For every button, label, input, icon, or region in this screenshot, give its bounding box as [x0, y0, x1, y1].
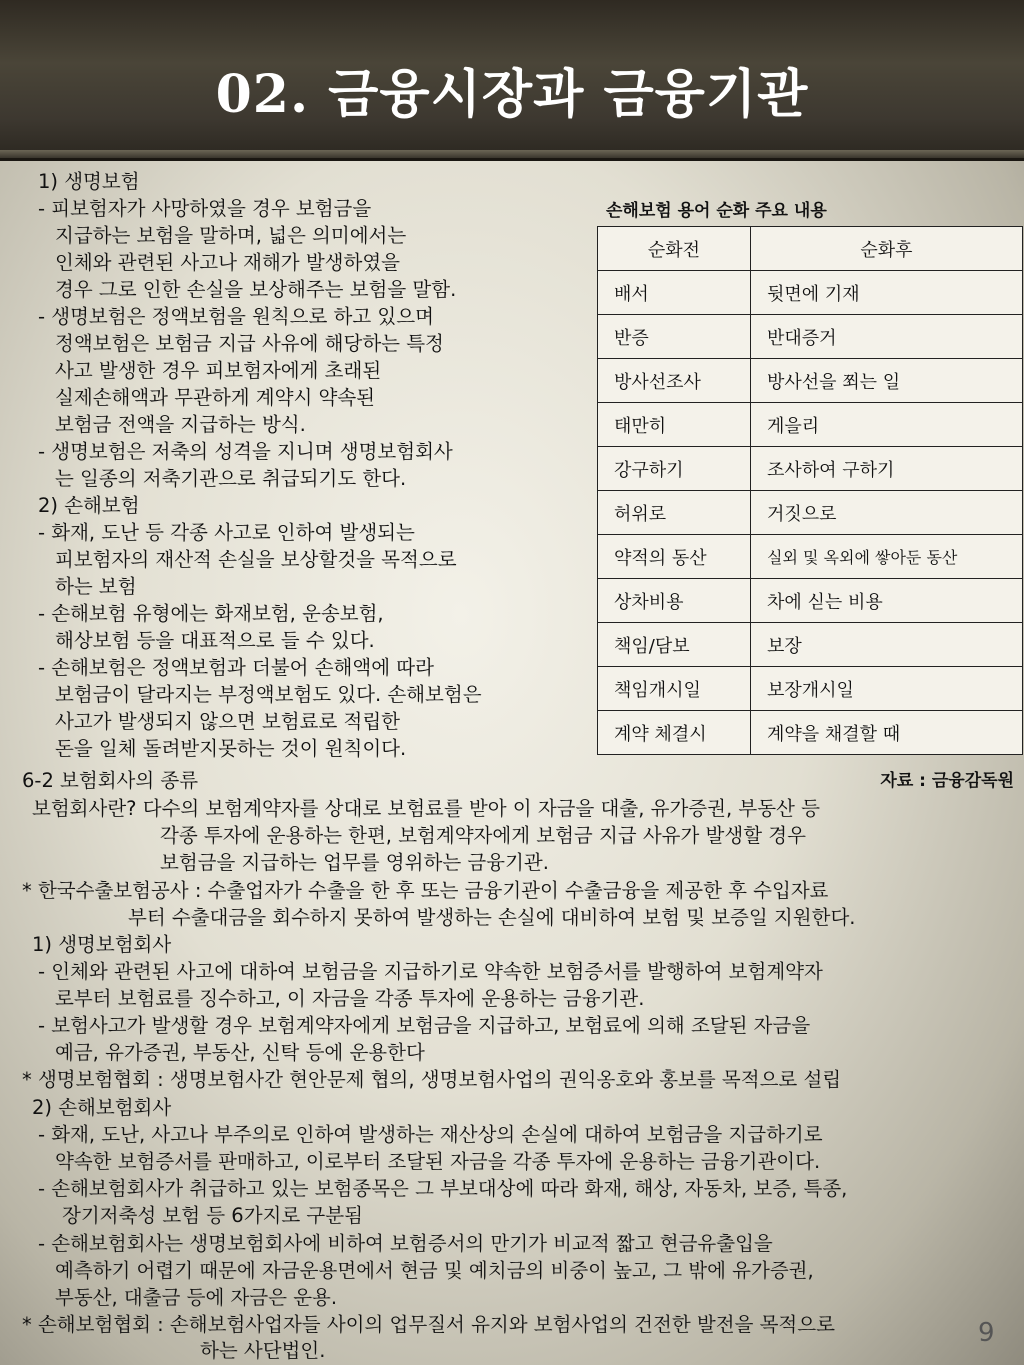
body-text-line: * 손해보험협회 : 손해보험사업자들 사이의 업무질서 유지와 보험사업의 건전한 발전을 목적으로: [22, 1313, 835, 1336]
table-row: [598, 447, 1023, 491]
left-text-line: 사고 발생한 경우 피보험자에게 초래된: [55, 359, 382, 382]
term-before: 책임개시일: [598, 667, 751, 711]
left-text-line: 지급하는 보험을 말하며, 넓은 의미에서는: [55, 224, 407, 247]
body-text-line: - 보험사고가 발생할 경우 보험계약자에게 보험금을 지급하고, 보험료에 의해 조달된 자금을: [38, 1014, 811, 1037]
table-row: [598, 579, 1023, 623]
left-text-line: 1) 생명보험: [38, 170, 140, 193]
left-text-line: - 화재, 도난 등 각종 사고로 인하여 발생되는: [38, 521, 415, 544]
left-text-line: - 손해보험은 정액보험과 더불어 손해액에 따라: [38, 656, 434, 679]
body-text-line: 각종 투자에 운용하는 한편, 보험계약자에게 보험금 지급 사유가 발생할 경우: [160, 824, 806, 847]
left-text-line: 정액보험은 보험금 지급 사유에 해당하는 특정: [55, 332, 444, 355]
terms-table: [597, 226, 1023, 755]
left-text-line: 인체와 관련된 사고나 재해가 발생하였을: [55, 251, 401, 274]
body-text-line: - 손해보험회사가 취급하고 있는 보험종목은 그 부보대상에 따라 화재, 해상, 자동차, 보증, 특종,: [38, 1177, 848, 1200]
term-before: 약적의 동산: [598, 535, 751, 579]
term-before: 상차비용: [598, 579, 751, 623]
body-text-line: 부동산, 대출금 등에 자금은 운용.: [55, 1286, 338, 1309]
body-text-line: 보험회사란? 다수의 보험계약자를 상대로 보험료를 받아 이 자금을 대출, 유가증권, 부동산 등: [32, 797, 820, 820]
page-title: 02. 금융시장과 금융기관: [215, 64, 809, 125]
body-text-line: * 생명보험협회 : 생명보험사간 현안문제 협의, 생명보험사업의 권익옹호와 홍보를 목적으로 설립: [22, 1068, 842, 1091]
term-after: 반대증거: [751, 315, 1023, 359]
term-before: 강구하기: [598, 447, 751, 491]
term-after: 거짓으로: [751, 491, 1023, 535]
table-row: [598, 315, 1023, 359]
term-after: 게을리: [751, 403, 1023, 447]
left-text-line: 해상보험 등을 대표적으로 들 수 있다.: [55, 629, 375, 652]
table-row: [598, 403, 1023, 447]
body-text-line: * 한국수출보험공사 : 수출업자가 수출을 한 후 또는 금융기관이 수출금융을 제공한 후 수입자료: [22, 879, 829, 902]
table-row: [598, 271, 1023, 315]
term-after: 뒷면에 기재: [751, 271, 1023, 315]
term-before: 계약 체결시: [598, 711, 751, 755]
column-header-before: 순화전: [598, 227, 751, 271]
body-text-line: - 손해보험회사는 생명보험회사에 비하여 보험증서의 만기가 비교적 짧고 현금유출입을: [38, 1232, 773, 1255]
left-text-line: 하는 보험: [55, 575, 137, 598]
body-text-line: 로부터 보험료를 징수하고, 이 자금을 각종 투자에 운용하는 금융기관.: [55, 987, 645, 1010]
table-source: 자료 : 금융감독원: [880, 771, 1014, 791]
term-after: 차에 싣는 비용: [751, 579, 1023, 623]
table-header-row: [598, 227, 1023, 271]
left-text-line: 2) 손해보험: [38, 494, 140, 517]
term-before: 책임/담보: [598, 623, 751, 667]
term-before: 반증: [598, 315, 751, 359]
table-row: [598, 667, 1023, 711]
page-number: 9: [978, 1318, 995, 1348]
table-caption: 손해보험 용어 순화 주요 내용: [606, 201, 827, 221]
body-text-line: 하는 사단법인.: [200, 1339, 326, 1362]
body-text-line: 예금, 유가증권, 부동산, 신탁 등에 운용한다: [55, 1041, 425, 1064]
body-text-line: 부터 수출대금을 회수하지 못하여 발생하는 손실에 대비하여 보험 및 보증일 지원한다.: [128, 906, 856, 929]
title-banner: [0, 0, 1024, 161]
left-text-line: 경우 그로 인한 손실을 보상해주는 보험을 말함.: [55, 278, 457, 301]
term-after: 보장개시일: [751, 667, 1023, 711]
body-text-line: - 화재, 도난, 사고나 부주의로 인하여 발생하는 재산상의 손실에 대하여 보험금을 지급하기로: [38, 1123, 823, 1146]
left-text-line: 보험금 전액을 지급하는 방식.: [55, 413, 306, 436]
body-text-line: 약속한 보험증서를 판매하고, 이로부터 조달된 자금을 각종 투자에 운용하는 금융기관이다.: [55, 1150, 821, 1173]
body-text-line: 예측하기 어렵기 때문에 자금운용면에서 현금 및 예치금의 비중이 높고, 그 밖에 유가증권,: [55, 1259, 814, 1282]
body-text-line: 6-2 보험회사의 종류: [22, 769, 199, 792]
left-text-line: - 손해보험 유형에는 화재보험, 운송보험,: [38, 602, 384, 625]
body-text-line: 1) 생명보험회사: [32, 933, 172, 956]
title-banner-edge: [0, 150, 1024, 158]
body-text-line: 장기저축성 보험 등 6가지로 구분됨: [62, 1204, 363, 1227]
term-before: 허위로: [598, 491, 751, 535]
term-before: 배서: [598, 271, 751, 315]
left-text-line: 돈을 일체 돌려받지못하는 것이 원칙이다.: [55, 737, 407, 760]
table-row: [598, 491, 1023, 535]
term-after: 계약을 채결할 때: [751, 711, 1023, 755]
body-text-line: - 인체와 관련된 사고에 대하여 보험금을 지급하기로 약속한 보험증서를 발행하여 보험계약자: [38, 960, 823, 983]
left-text-line: - 생명보험은 저축의 성격을 지니며 생명보험회사: [38, 440, 453, 463]
table-row: [598, 623, 1023, 667]
term-after: 조사하여 구하기: [751, 447, 1023, 491]
left-text-line: 보험금이 달라지는 부정액보험도 있다. 손해보험은: [55, 683, 482, 706]
left-text-line: 실제손해액과 무관하게 계약시 약속된: [55, 386, 375, 409]
column-header-after: 순화후: [751, 227, 1023, 271]
table-row: [598, 359, 1023, 403]
left-text-line: - 생명보험은 정액보험을 원칙으로 하고 있으며: [38, 305, 434, 328]
table-row: [598, 711, 1023, 755]
table-row: [598, 535, 1023, 579]
body-text-line: 2) 손해보험회사: [32, 1096, 172, 1119]
term-after: 보장: [751, 623, 1023, 667]
body-text-line: 보험금을 지급하는 업무를 영위하는 금융기관.: [160, 851, 549, 874]
left-text-line: 피보험자의 재산적 손실을 보상할것을 목적으로: [55, 548, 457, 571]
term-before: 방사선조사: [598, 359, 751, 403]
left-text-line: 사고가 발생되지 않으면 보험료로 적립한: [55, 710, 401, 733]
term-before: 태만히: [598, 403, 751, 447]
left-text-line: - 피보험자가 사망하였을 경우 보험금을: [38, 197, 372, 220]
term-after: 실외 및 옥외에 쌓아둔 동산: [751, 535, 1023, 579]
term-after: 방사선을 쬐는 일: [751, 359, 1023, 403]
left-text-line: 는 일종의 저축기관으로 취급되기도 한다.: [55, 467, 407, 490]
